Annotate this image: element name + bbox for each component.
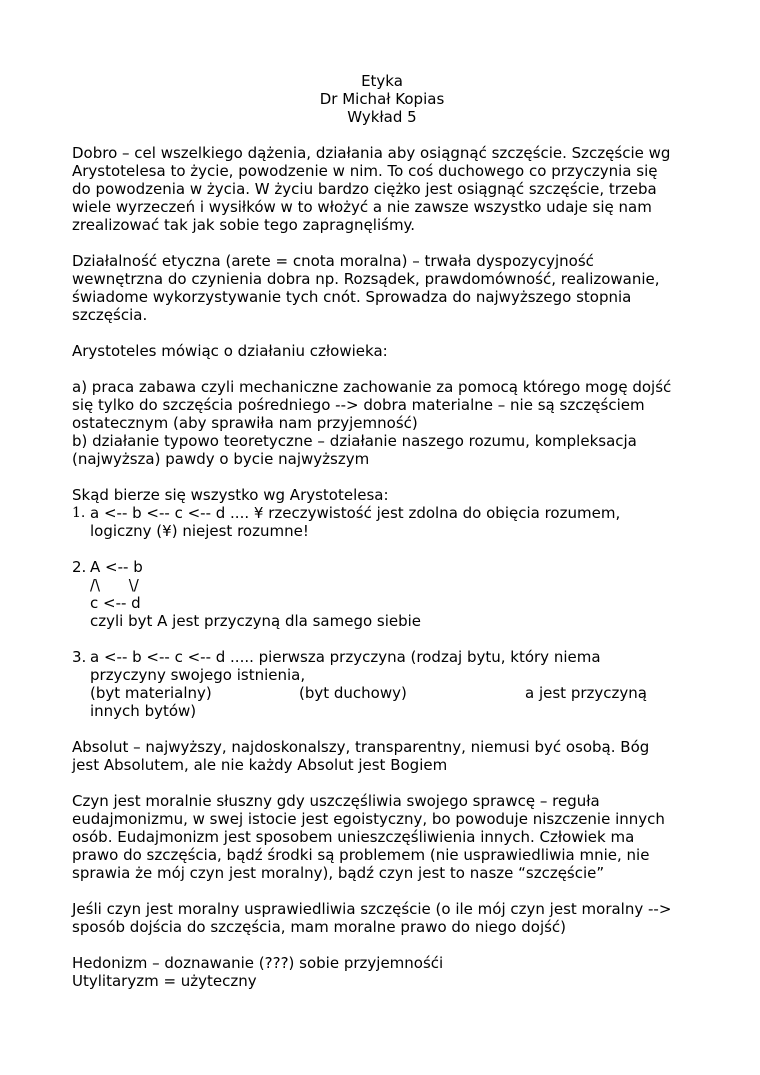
header (72, 72, 692, 126)
list-number: 2. (72, 558, 87, 576)
paragraph-hedonizm: Hedonizm – doznawanie (???) sobie przyjemnośći Utylitaryzm = użyteczny (72, 954, 444, 990)
paragraph-dzialalnosc: Działalność etyczna (arete = cnota moralna) – trwała dyspozycyjność wewnętrzna do czynienia dobra np. Rozsądek, prawdomówność, realizowanie, świadome wykorzystywanie tych cnót. Sprowadza do najwyższego stopnia szczęścia. (72, 252, 660, 324)
doc-title: Etyka (361, 72, 403, 90)
list-number: 3. (72, 648, 87, 666)
document-page (72, 72, 692, 990)
paragraph-czyn: Czyn jest moralnie słuszny gdy uszczęśliwia swojego sprawcę – reguła eudajmonizmu, w swej istocie jest egoistyczny, bo powoduje niszczenie innych osób. Eudajmonizm jest sposobem unieszczęśliwienia innych. Człowiek ma prawo do szczęścia, bądź środki są problemem (nie usprawiedliwia mnie, nie sprawia że mój czyn jest moralny), bądź czyn jest to nasze “szczęście” (72, 792, 665, 882)
list-item-3: 3. a <-- b <-- c <-- d ..... pierwsza przyczyna (rodzaj bytu, który niema przyczyny swojego istnienia, (byt materialny) (byt duchowy) a jest przyczyną innych bytów) (72, 648, 692, 720)
paragraph-skad: Skąd bierze się wszystko wg Arystotelesa: (72, 486, 389, 504)
paragraph-arystoteles: Arystoteles mówiąc o działaniu człowieka: (72, 342, 388, 360)
lecture-number: Wykład 5 (347, 108, 417, 126)
paragraph-absolut: Absolut – najwyższy, najdoskonalszy, transparentny, niemusi być osobą. Bóg jest Absolutem, ale nie każdy Absolut jest Bogiem (72, 738, 650, 774)
author: Dr Michał Kopias (319, 90, 445, 108)
list-number: 1. (72, 505, 86, 521)
paragraph-ab-list: a) praca zabawa czyli mechaniczne zachowanie za pomocą którego mogę dojść się tylko do szczęścia pośredniego --> dobra materialne – nie są szczęściem ostatecznym (aby sprawiła nam przyjemność) b) działanie typowo teoretyczne – działanie naszego rozumu, kompleksacja (najwyższa) pawdy o bycie najwyższym (72, 378, 672, 468)
list-item-1: 1. a <-- b <-- c <-- d .... ¥ rzeczywistość jest zdolna do obięcia rozumem, logiczny (¥) niejest rozumne! (72, 504, 621, 540)
paragraph-dobro: Dobro – cel wszelkiego dążenia, działania aby osiągnąć szczęście. Szczęście wg Arystotelesa to życie, powodzenie w nim. To coś duchowego co przyczynia się do powodzenia w życia. W życiu bardzo ciężko jest osiągnąć szczęście, trzeba wiele wyrzeczeń i wysiłków w to włożyć a nie zawsze wszystko udaje się nam zrealizować tak jak sobie tego zapragnęliśmy. (72, 144, 671, 234)
paragraph-jesli: Jeśli czyn jest moralny usprawiedliwia szczęście (o ile mój czyn jest moralny --> sposób dojścia do szczęścia, mam moralne prawo do niego dojść) (72, 900, 672, 936)
list-item-2: 2. A <-- b /\ \/ c <-- d czyli byt A jest przyczyną dla samego siebie (72, 558, 422, 630)
list-item-3-columns: (byt materialny) (byt duchowy) a jest przyczyną (90, 684, 647, 702)
